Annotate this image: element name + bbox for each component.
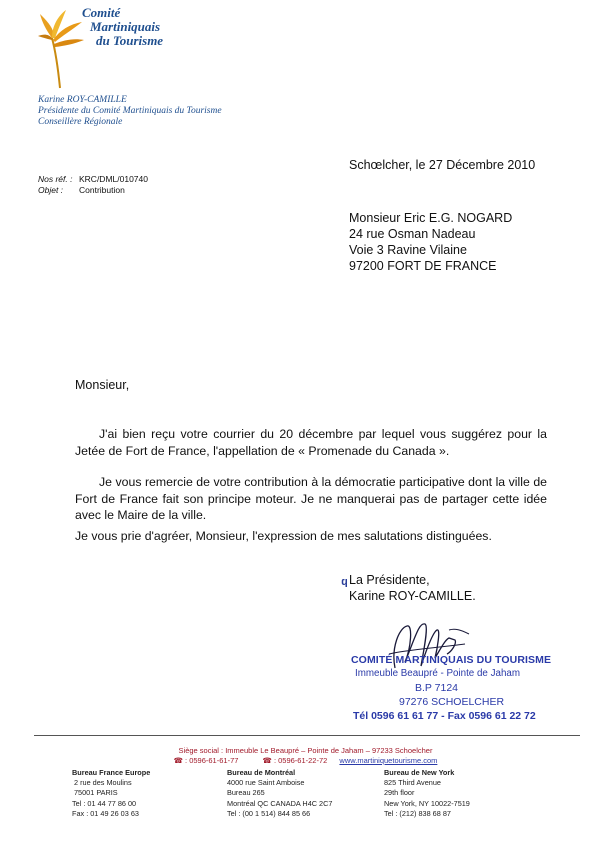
recipient-line-2: 24 rue Osman Nadeau xyxy=(349,227,476,241)
office-line: 4000 rue Saint Amboise xyxy=(227,778,305,788)
reference-block xyxy=(38,174,148,195)
office-line: 2 rue des Moulins xyxy=(74,778,132,788)
stamp-title: COMITÉ MARTINIQUAIS DU TOURISME xyxy=(351,654,552,666)
logo-line-2: Martiniquais xyxy=(90,19,161,34)
paragraph-1 xyxy=(75,426,547,459)
office-line: Tel : (212) 838 68 87 xyxy=(384,808,451,818)
paragraph-1-text: J'ai bien reçu votre courrier du 20 décembre par lequel vous suggérez pour la Jetée de Fort de France, l'appellation de « Promenade du Canada ». xyxy=(75,427,547,458)
closing-line-2: Karine ROY-CAMILLE. xyxy=(349,589,476,603)
office-line: New York, NY 10022-7519 xyxy=(384,798,470,808)
paragraph-2-text: Je vous remercie de votre contribution à la démocratie participative dont la ville de Fort de France fait son principe moteur. Je ne manquerai pas de partager cette idée avec le Maire de la ville. xyxy=(75,475,547,522)
closing-block xyxy=(349,572,476,604)
ref-label: Nos réf. : xyxy=(38,174,73,184)
footer-head-office: Siège social : Immeuble Le Beaupré – Pointe de Jaham – 97233 Schoelcher xyxy=(178,746,433,755)
office-name: Bureau de Montréal xyxy=(227,768,296,777)
office-montreal xyxy=(227,768,332,819)
office-name: Bureau France Europe xyxy=(72,768,151,777)
office-name: Bureau de New York xyxy=(384,768,455,777)
letter-date: Schœlcher, le 27 Décembre 2010 xyxy=(349,158,536,172)
closing-line-1: La Présidente, xyxy=(349,573,430,587)
office-new-york xyxy=(384,768,470,819)
office-line: 825 Third Avenue xyxy=(384,778,441,788)
object-label: Objet : xyxy=(38,184,64,195)
paragraph-3 xyxy=(75,528,547,545)
footer-fax: ☎ : 0596-61-22-72 xyxy=(262,756,328,765)
object-value: Contribution xyxy=(79,184,125,195)
recipient-line-4: 97200 FORT DE FRANCE xyxy=(349,259,497,273)
office-line: Tel : 01 44 77 86 00 xyxy=(72,798,137,808)
recipient-line-1: Monsieur Eric E.G. NOGARD xyxy=(349,211,513,225)
office-line: Fax : 01 49 26 03 63 xyxy=(72,808,139,818)
logo-line-3: du Tourisme xyxy=(96,33,164,48)
office-line: Montréal QC CANADA H4C 2C7 xyxy=(227,798,333,808)
organization-stamp xyxy=(351,653,551,723)
footer-divider xyxy=(34,735,580,736)
sender-title-2: Conseillère Régionale xyxy=(38,117,123,127)
footer-contact-line xyxy=(0,756,611,766)
stamp-line-1: Immeuble Beaupré - Pointe de Jaham xyxy=(355,668,521,679)
sender-name: Karine ROY-CAMILLE xyxy=(38,95,127,105)
ref-value: KRC/DML/010740 xyxy=(79,174,148,184)
handwritten-mark-icon: ϥ xyxy=(341,578,348,590)
stamp-line-4: Tél 0596 61 61 77 - Fax 0596 61 22 72 xyxy=(353,710,536,722)
recipient-address xyxy=(349,210,512,274)
stamp-line-2: B.P 7124 xyxy=(415,682,459,694)
office-line: Tel : (00 1 514) 844 85 66 xyxy=(227,808,311,818)
logo-wordmark xyxy=(82,6,163,48)
bird-of-paradise-logo-icon xyxy=(38,8,88,90)
paragraph-3-text: Je vous prie d'agréer, Monsieur, l'expression de mes salutations distinguées. xyxy=(75,529,492,543)
office-france xyxy=(72,768,150,819)
office-line: Bureau 265 xyxy=(227,788,265,798)
footer-website-link[interactable]: www.martiniquetourisme.com xyxy=(339,756,438,765)
recipient-line-3: Voie 3 Ravine Vilaine xyxy=(349,243,467,257)
paragraph-2 xyxy=(75,474,547,524)
salutation: Monsieur, xyxy=(75,378,130,392)
office-line: 75001 PARIS xyxy=(74,788,118,798)
footer-phone: ☎ : 0596-61-61-77 xyxy=(173,756,239,765)
sender-block xyxy=(38,95,222,128)
office-line: 29th floor xyxy=(384,788,415,798)
stamp-line-3: 97276 SCHOELCHER xyxy=(399,696,505,708)
sender-title-1: Présidente du Comité Martiniquais du Tourisme xyxy=(38,106,222,116)
logo-line-1: Comité xyxy=(82,5,121,20)
